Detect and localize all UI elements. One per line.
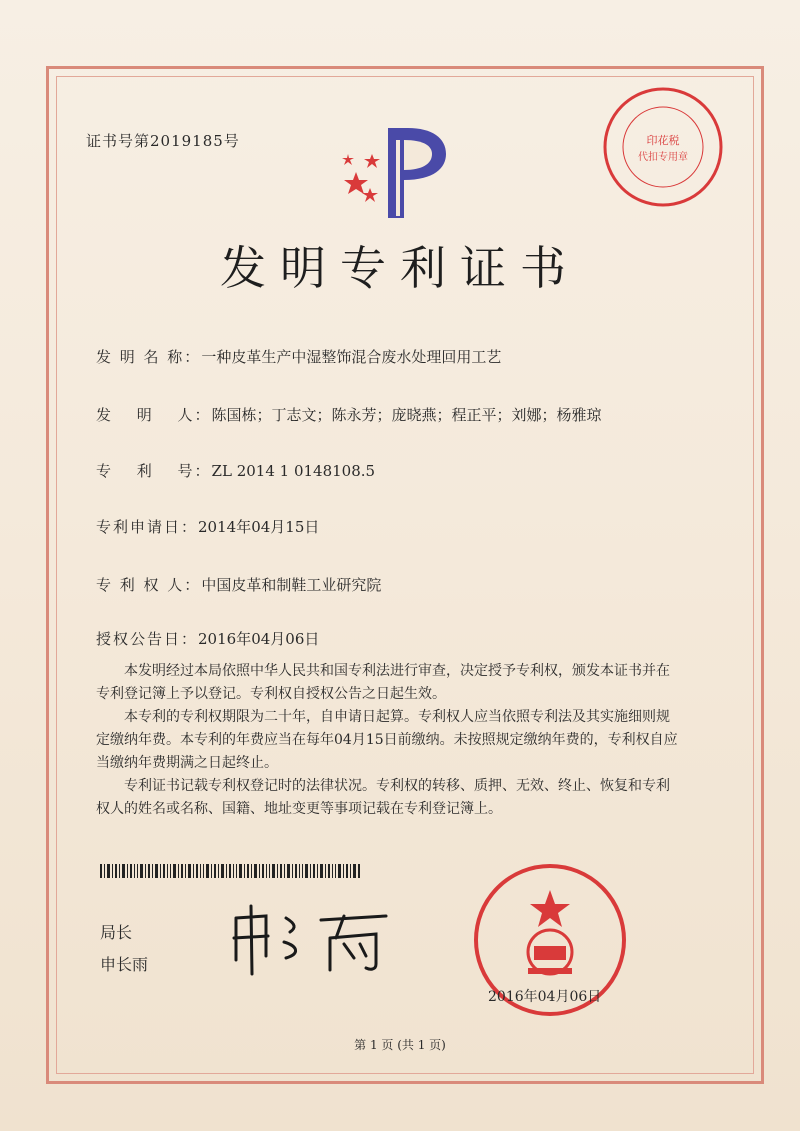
body-paragraph-2: 本专利的专利权期限为二十年，自申请日起算。专利权人应当依照专利法及其实施细则规定缴纳年费。本专利的年费应当在每年04月15日前缴纳。未按照规定缴纳年费的，专利权自应当缴纳年费期满之日起终止。 (96, 709, 678, 771)
patent-office-logo-icon (326, 120, 456, 225)
patentee-label: 专 利 权 人： (96, 576, 202, 594)
barcode-icon (100, 864, 360, 878)
certificate-body (96, 660, 682, 821)
patent-number-row (96, 460, 375, 481)
filing-date-label: 专利申请日： (96, 518, 199, 536)
issue-date: 2016年04月06日 (488, 989, 602, 1005)
patent-number-value: ZL 2014 1 0148108.5 (211, 462, 376, 480)
filing-date-value: 2014年04月15日 (198, 518, 320, 536)
grant-date-row (96, 628, 319, 649)
page-number: 第 1 页 (共 1 页) (354, 1038, 446, 1052)
certificate-title: 发明专利证书 (220, 241, 580, 295)
patentee-value: 中国皮革和制鞋工业研究院 (201, 576, 382, 594)
director-title: 局长 (100, 923, 133, 942)
invention-name-label: 发 明 名 称： (96, 348, 202, 366)
body-paragraph-1: 本发明经过本局依照中华人民共和国专利法进行审查，决定授予专利权，颁发本证书并在专利登记簿上予以登记。专利权自授权公告之日起生效。 (96, 663, 670, 702)
body-paragraph-3: 专利证书记载专利权登记时的法律状况。专利权的转移、质押、无效、终止、恢复和专利权人的姓名或名称、国籍、地址变更等事项记载在专利登记簿上。 (96, 778, 670, 817)
director-signature (226, 898, 406, 978)
grant-date-value: 2016年04月06日 (198, 630, 320, 648)
svg-text:代扣专用章: 代扣专用章 (638, 152, 688, 163)
grant-date-label: 授权公告日： (96, 630, 199, 648)
filing-date-row (96, 516, 319, 537)
inventors-value: 陈国栋；丁志文；陈永芳；庞晓燕；程正平；刘娜；杨雅琼 (211, 406, 602, 424)
inventors-label: 发 明 人： (96, 406, 212, 424)
tax-seal-stamp (598, 82, 728, 212)
patent-number-label: 专 利 号： (96, 462, 212, 480)
invention-name-value: 一种皮革生产中湿整饰混合废水处理回用工艺 (201, 348, 502, 366)
svg-text:印花税: 印花税 (646, 134, 680, 147)
patentee-row (96, 574, 381, 595)
invention-name-row (96, 346, 501, 367)
director-name: 申长雨 (100, 955, 149, 974)
inventors-row (96, 404, 602, 425)
certificate-number: 证书号第2019185号 (86, 132, 240, 150)
